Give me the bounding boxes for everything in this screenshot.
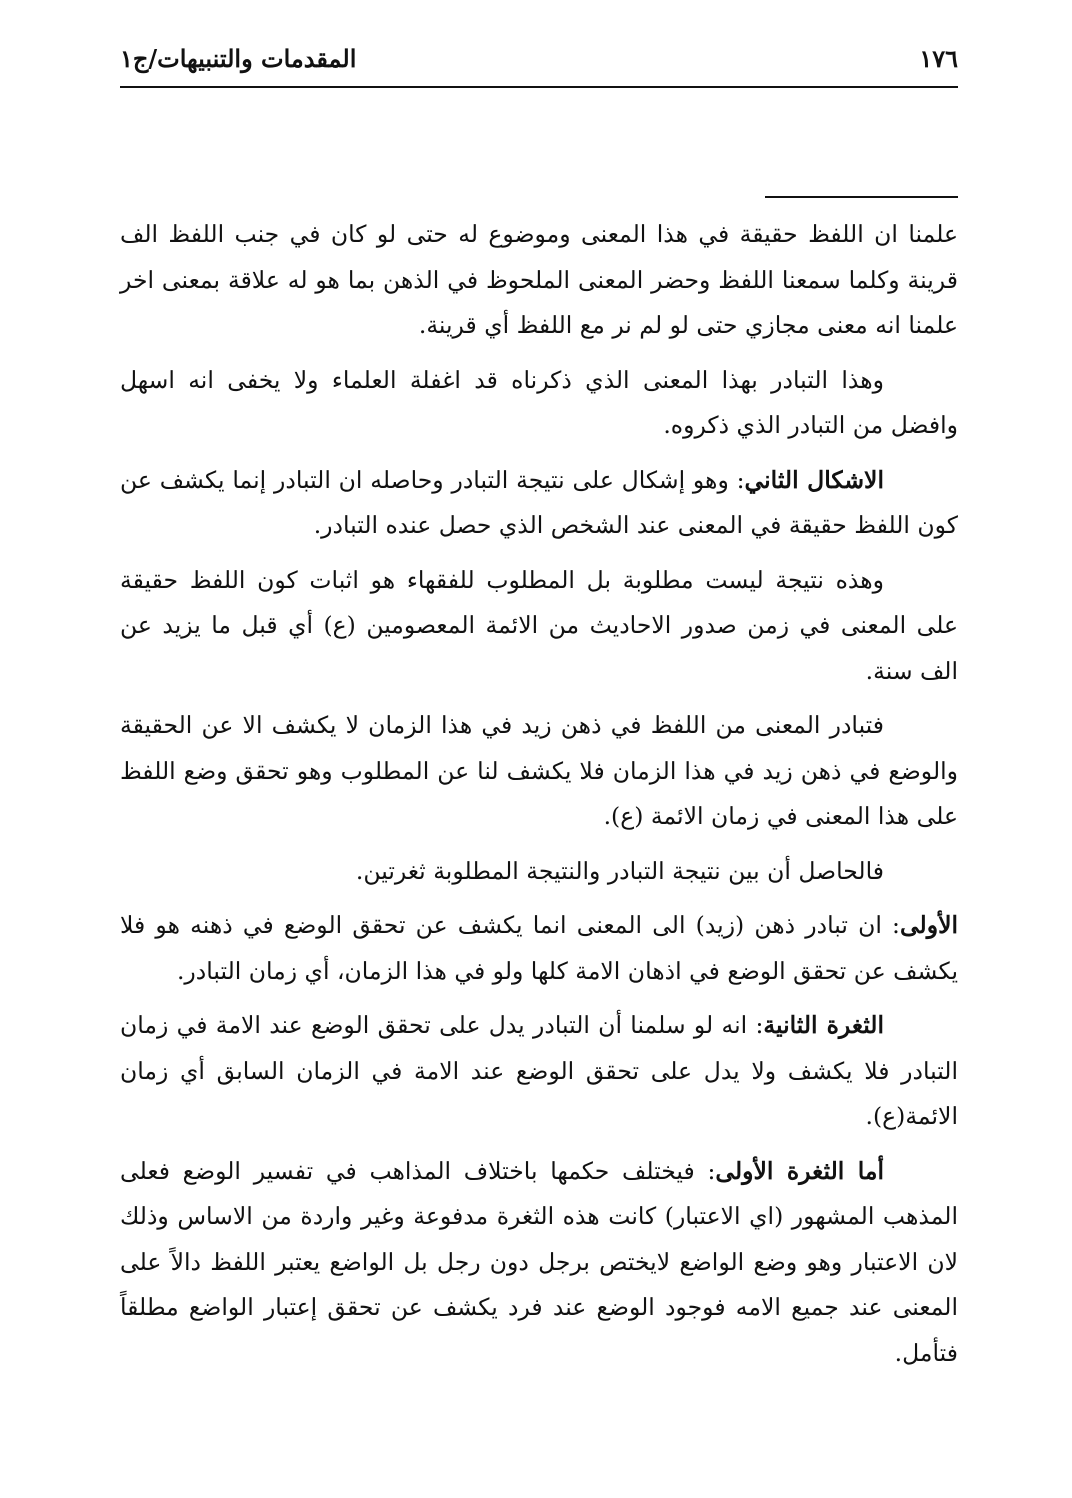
paragraph-9 <box>120 1149 958 1377</box>
paragraph-lead: الاشكال الثاني <box>744 465 884 494</box>
paragraph-4 <box>120 558 958 695</box>
paragraph-6 <box>120 849 958 895</box>
paragraph-5 <box>120 703 958 840</box>
paragraph-lead: الأولى <box>899 911 958 939</box>
paragraph-text: : ان تبادر ذهن (زيد) الى المعنى انما يكشف عن تحقق الوضع في ذهنه هو فلا يكشف عن تحقق الوضع في اذهان الامة كلها ولو في هذا الزمان، أي زمان التبادر. <box>120 911 958 985</box>
paragraph-text: علمنا ان اللفظ حقيقة في هذا المعنى وموضوع له حتى لو كان في جنب اللفظ الف قرينة وكلما سمعنا اللفظ وحضر المعنى الملحوظ في الذهن بما هو له علاقة بمعنى اخر علمنا انه معنى مجازي حتى لو لم نر مع اللفظ أي قرينة. <box>120 220 958 339</box>
running-title: المقدمات والتنبيهات/ج١ <box>120 44 357 73</box>
paragraph-text: فتبادر المعنى من اللفظ في ذهن زيد في هذا الزمان لا يكشف الا عن الحقيقة والوضع في ذهن زيد في هذا الزمان فلا يكشف لنا عن المطلوب وهو تحقق وضع اللفظ على هذا المعنى في زمان الائمة (ع). <box>120 711 958 830</box>
separator-rule <box>765 196 958 198</box>
paragraph-text: وهذا التبادر بهذا المعنى الذي ذكرناه قد اغفلة العلماء ولا يخفى انه اسهل وافضل من التبادر الذي ذكروه. <box>120 365 958 439</box>
paragraph-text: : انه لو سلمنا أن التبادر يدل على تحقق الوضع عند الامة في زمان التبادر فلا يكشف ولا يدل على تحقق الوضع عند الامة في الزمان السابق أي زمان الائمة(ع). <box>120 1011 958 1130</box>
paragraph-3 <box>120 458 958 549</box>
paragraph-text: : فيختلف حكمها باختلاف المذاهب في تفسير الوضع فعلى المذهب المشهور (اي الاعتبار) كانت هذه الثغرة مدفوعة وغير واردة من الاساس وذلك لان الاعتبار وهو وضع الواضع لايختص برجل دون رجل بل الواضع يعتبر اللفظ دالاً على المعنى عند جميع الامه فوجود الوضع عند فرد يكشف عن تحقق إعتبار الواضع مطلقاً فتأمل. <box>120 1156 958 1367</box>
paragraph-2 <box>120 358 958 449</box>
paragraph-text: : وهو إشكال على نتيجة التبادر وحاصله ان التبادر إنما يكشف عن كون اللفظ حقيقة في المعنى عند الشخص الذي حصل عنده التبادر. <box>120 465 958 539</box>
paragraph-8 <box>120 1003 958 1140</box>
paragraph-lead: أما الثغرة الأولى <box>715 1156 884 1185</box>
paragraph-text: فالحاصل أن بين نتيجة التبادر والنتيجة المطلوبة ثغرتين. <box>355 856 884 885</box>
page-header <box>120 38 958 88</box>
paragraph-text: وهذه نتيجة ليست مطلوبة بل المطلوب للفقهاء هو اثبات كون اللفظ حقيقة على المعنى في زمن صدور الاحاديث من الائمة المعصومين (ع) أي قبل ما يزيد عن الف سنة. <box>120 565 958 685</box>
page-number: ١٧٦ <box>919 44 958 73</box>
paragraph-lead: الثغرة الثانية <box>763 1011 884 1039</box>
main-text <box>120 212 958 1385</box>
paragraph-7 <box>120 903 958 994</box>
paragraph-1 <box>120 212 958 349</box>
